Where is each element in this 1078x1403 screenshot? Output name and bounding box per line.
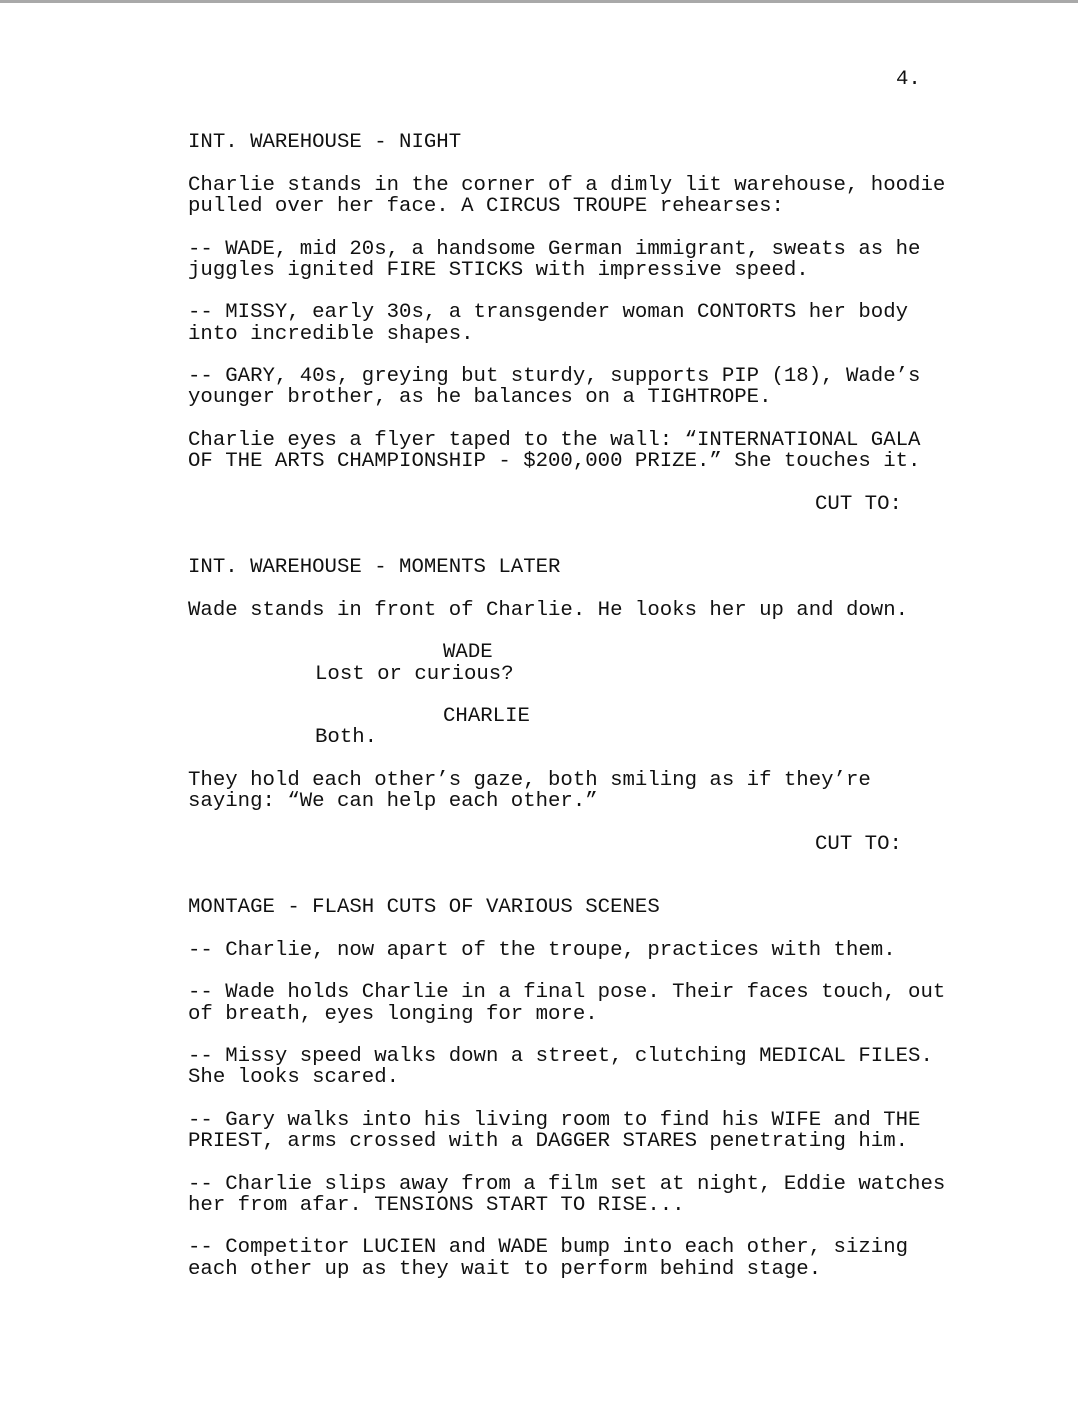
transition: CUT TO: <box>815 833 902 856</box>
dialogue: Lost or curious? <box>315 663 514 686</box>
action-line: OF THE ARTS CHAMPIONSHIP - $200,000 PRIZE.” She touches it. <box>188 450 921 473</box>
action-line: -- WADE, mid 20s, a handsome German immigrant, sweats as he <box>188 238 921 261</box>
dialogue: Both. <box>315 726 378 749</box>
action-line: -- MISSY, early 30s, a transgender woman CONTORTS her body <box>188 301 909 324</box>
screenplay-page <box>0 3 1078 1403</box>
action-line: into incredible shapes. <box>188 323 474 346</box>
action-line: younger brother, as he balances on a TIGHTROPE. <box>188 386 772 409</box>
action-line: her from afar. TENSIONS START TO RISE... <box>188 1194 685 1217</box>
action-line: each other up as they wait to perform behind stage. <box>188 1258 822 1281</box>
action-line: -- Competitor LUCIEN and WADE bump into each other, sizing <box>188 1236 909 1259</box>
transition: CUT TO: <box>815 493 902 516</box>
action-line: saying: “We can help each other.” <box>188 790 598 813</box>
action-line: -- Gary walks into his living room to find his WIFE and THE <box>188 1109 921 1132</box>
action-line: of breath, eyes longing for more. <box>188 1003 598 1026</box>
page-number: 4. <box>896 68 921 91</box>
character-name: WADE <box>443 641 493 664</box>
action-line: Wade stands in front of Charlie. He looks her up and down. <box>188 599 909 622</box>
action-line: -- Wade holds Charlie in a final pose. Their faces touch, out <box>188 981 946 1004</box>
action-line: They hold each other’s gaze, both smiling as if they’re <box>188 769 871 792</box>
scene-heading: INT. WAREHOUSE - MOMENTS LATER <box>188 556 561 579</box>
action-line: -- Charlie slips away from a film set at night, Eddie watches <box>188 1173 946 1196</box>
action-line: -- Charlie, now apart of the troupe, practices with them. <box>188 939 896 962</box>
action-line: Charlie stands in the corner of a dimly lit warehouse, hoodie <box>188 174 946 197</box>
action-line: -- Missy speed walks down a street, clutching MEDICAL FILES. <box>188 1045 933 1068</box>
action-line: juggles ignited FIRE STICKS with impressive speed. <box>188 259 809 282</box>
character-name: CHARLIE <box>443 705 530 728</box>
scene-heading: INT. WAREHOUSE - NIGHT <box>188 131 462 154</box>
action-line: pulled over her face. A CIRCUS TROUPE rehearses: <box>188 195 784 218</box>
action-line: She looks scared. <box>188 1066 400 1089</box>
scene-heading: MONTAGE - FLASH CUTS OF VARIOUS SCENES <box>188 896 660 919</box>
action-line: Charlie eyes a flyer taped to the wall: “INTERNATIONAL GALA <box>188 429 921 452</box>
action-line: -- GARY, 40s, greying but sturdy, supports PIP (18), Wade’s <box>188 365 921 388</box>
action-line: PRIEST, arms crossed with a DAGGER STARES penetrating him. <box>188 1130 909 1153</box>
